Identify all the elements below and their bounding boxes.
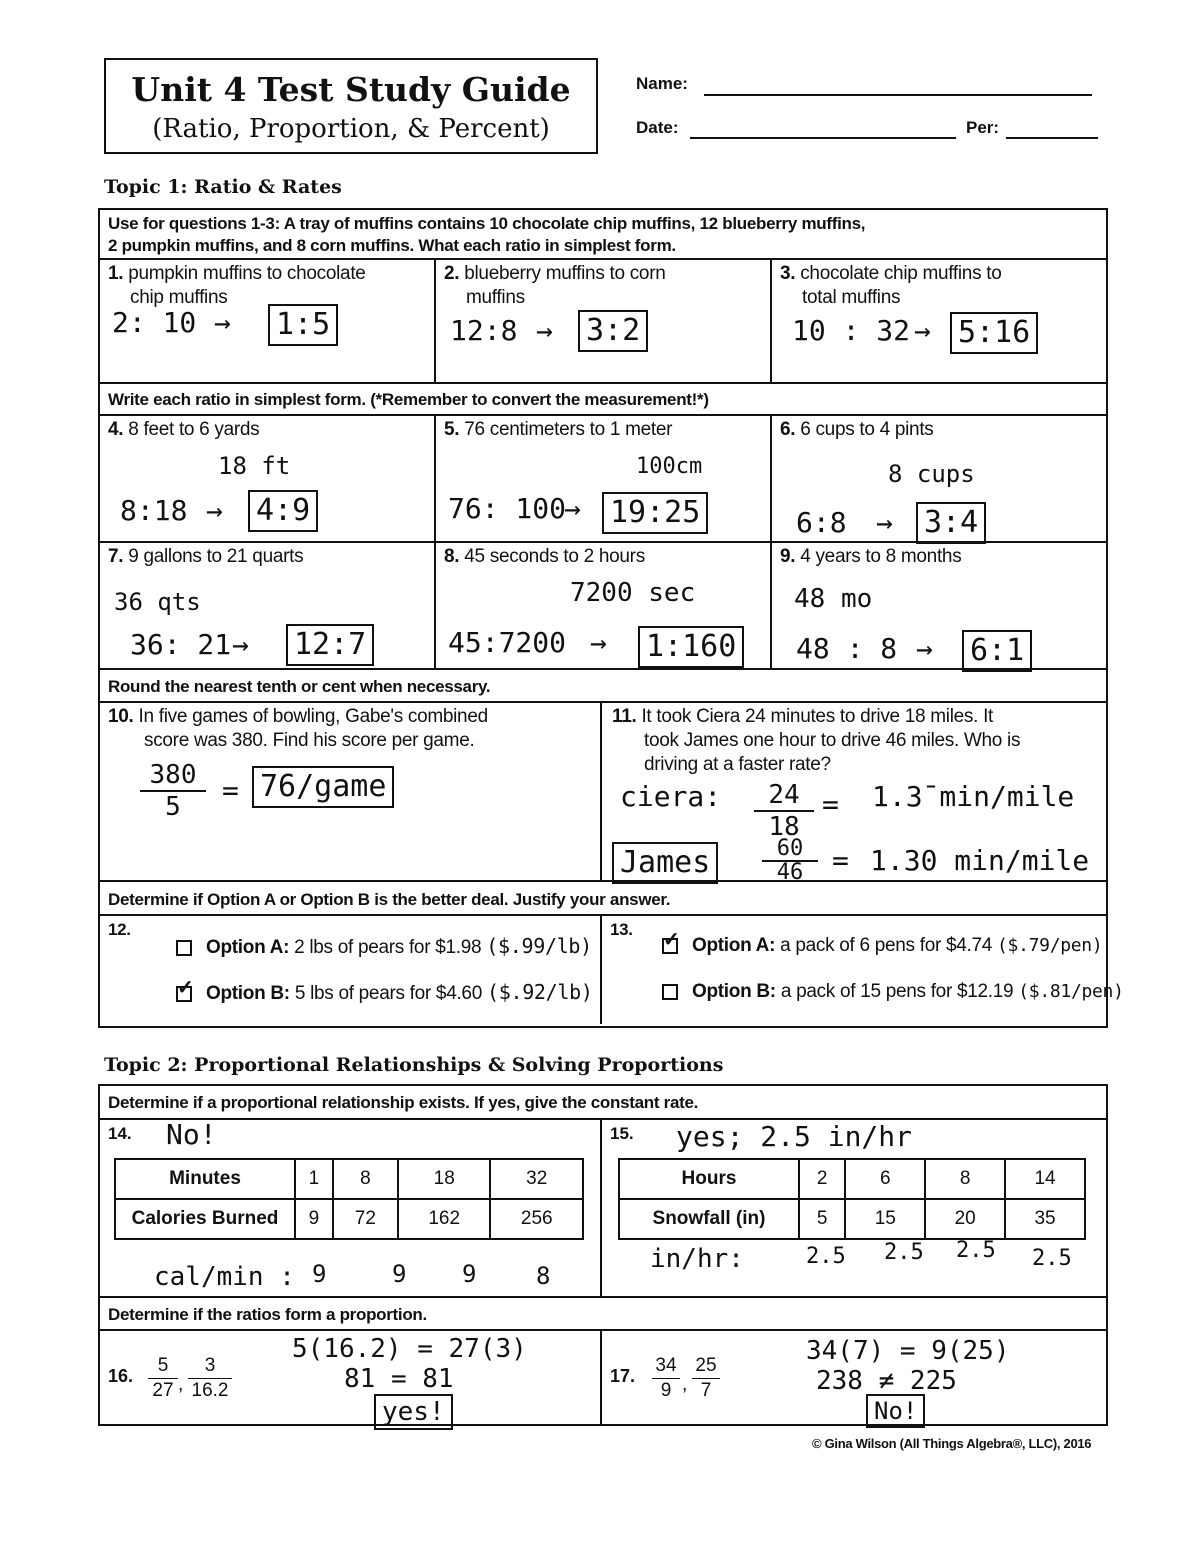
q16-number: 16. xyxy=(108,1366,134,1386)
q14-rate-label: cal/min : xyxy=(154,1262,295,1292)
q4-note: 18 ft xyxy=(218,452,291,480)
q3-text-line1: chocolate chip muffins to xyxy=(800,263,1002,284)
q6-number: 6. xyxy=(780,419,796,440)
q14-rate-1: 9 xyxy=(312,1260,327,1288)
q2-work: 12:8 xyxy=(450,314,518,347)
q17-work-2: 238 ≠ 225 xyxy=(816,1366,957,1396)
q12-option-a-note: ($.99/lb) xyxy=(486,934,592,958)
q5-note: 100cm xyxy=(636,454,703,479)
q4-arrow: → xyxy=(206,494,223,527)
q13-number: 13. xyxy=(610,920,633,939)
table-cell: Minutes xyxy=(115,1159,295,1199)
table-cell: 1 xyxy=(295,1159,333,1199)
q9-text xyxy=(780,545,961,569)
q17-f1-denominator: 9 xyxy=(660,1380,672,1401)
q13-option-b-checkbox[interactable] xyxy=(662,984,678,1000)
table-row xyxy=(619,1159,1085,1199)
q8-number: 8. xyxy=(444,546,460,567)
q5-arrow: → xyxy=(564,492,581,525)
table-cell: 15 xyxy=(845,1199,925,1239)
per-label: Per: xyxy=(966,118,1000,137)
q10-text-line2: score was 380. Find his score per game. xyxy=(144,730,475,751)
q3-number: 3. xyxy=(780,263,796,284)
q5-work: 76: 100 xyxy=(448,492,567,525)
copyright: © Gina Wilson (All Things Algebra®, LLC), 2016 xyxy=(812,1436,1092,1451)
topic1-heading: Topic 1: Ratio & Rates xyxy=(104,176,342,198)
q1-answer: 1:5 xyxy=(268,304,338,346)
q5-text xyxy=(444,418,672,442)
q8-work: 45:7200 xyxy=(448,626,567,659)
q2-answer: 3:2 xyxy=(578,310,648,352)
q1-number: 1. xyxy=(108,263,124,284)
q2-number: 2. xyxy=(444,263,460,284)
q14-answer: No! xyxy=(166,1118,217,1151)
q11-james-denominator: 46 xyxy=(776,860,804,885)
q2-text-line2: muffins xyxy=(466,287,525,308)
q11-james-fraction xyxy=(762,838,818,884)
table-cell: 162 xyxy=(398,1199,491,1239)
q17-answer: No! xyxy=(866,1394,925,1428)
q11-ciera-equals: = xyxy=(822,788,839,821)
q1-work: 2: 10 xyxy=(112,306,197,339)
q10-number: 10. xyxy=(108,706,134,727)
table-row xyxy=(619,1199,1085,1239)
q12-option-a-label: Option A: xyxy=(206,937,290,958)
table-cell: 32 xyxy=(490,1159,583,1199)
q11-text-line1: It took Ciera 24 minutes to drive 18 miles. It xyxy=(641,706,994,727)
table-cell: 18 xyxy=(398,1159,491,1199)
q3-answer: 5:16 xyxy=(950,312,1038,354)
table-row xyxy=(115,1199,583,1239)
q5-answer: 19:25 xyxy=(602,492,708,534)
topic1-section2: Write each ratio in simplest form. (*Remember to convert the measurement!*) xyxy=(108,390,709,409)
q17-f1-numerator: 34 xyxy=(652,1354,680,1379)
q10-text-line1: In five games of bowling, Gabe's combined xyxy=(138,706,488,727)
q11-ciera-denominator: 18 xyxy=(768,812,800,842)
title-box xyxy=(104,58,598,154)
q15-rate-2: 2.5 xyxy=(884,1240,924,1265)
q5-number: 5. xyxy=(444,419,460,440)
q14-rate-2: 9 xyxy=(392,1260,407,1288)
q16-f1-numerator: 5 xyxy=(148,1354,178,1379)
q12-option-b-checkbox[interactable] xyxy=(176,976,194,1002)
q13-option-a-note: ($.79/pen) xyxy=(997,935,1103,956)
table-row xyxy=(115,1159,583,1199)
topic2-section1: Determine if a proportional relationship exists. If yes, give the constant rate. xyxy=(108,1093,699,1112)
q15-number: 15. xyxy=(610,1124,634,1143)
q3-text xyxy=(780,262,1100,310)
q12-number: 12. xyxy=(108,920,131,939)
q13-option-a-checkbox[interactable] xyxy=(662,928,680,954)
q3-arrow: → xyxy=(914,314,931,347)
page-title: Unit 4 Test Study Guide xyxy=(131,70,571,109)
q10-fraction xyxy=(140,760,206,822)
q11-answer: James xyxy=(612,842,718,884)
q15-rate-1: 2.5 xyxy=(806,1244,846,1269)
q13-option-b-text: a pack of 15 pens for $12.19 xyxy=(780,981,1014,1002)
q4-text-body: 8 feet to 6 yards xyxy=(128,419,260,440)
q3-text-line2: total muffins xyxy=(802,287,901,308)
q9-answer: 6:1 xyxy=(962,630,1032,672)
q12-option-b-label: Option B: xyxy=(206,983,290,1004)
q10-numerator: 380 xyxy=(140,760,206,792)
q14-table xyxy=(114,1158,584,1240)
q10-equals: = xyxy=(222,774,239,807)
q7-arrow: → xyxy=(232,628,249,661)
table-cell: 72 xyxy=(333,1199,398,1239)
q15-rate-4: 2.5 xyxy=(1032,1246,1072,1271)
q11-james-result: 1.30 min/mile xyxy=(870,844,1090,877)
q17-f2-denominator: 7 xyxy=(700,1380,712,1401)
q9-work: 48 : 8 xyxy=(796,632,898,665)
q1-text xyxy=(108,262,428,310)
q2-text xyxy=(444,262,764,310)
q16-work-1: 5(16.2) = 27(3) xyxy=(292,1334,527,1364)
q7-answer: 12:7 xyxy=(286,624,374,666)
q16-f2-numerator: 3 xyxy=(188,1354,232,1379)
q12-option-a-checkbox[interactable] xyxy=(176,940,192,956)
q15-answer: yes; 2.5 in/hr xyxy=(676,1120,913,1153)
table-cell: Snowfall (in) xyxy=(619,1199,799,1239)
q6-note: 8 cups xyxy=(888,460,975,488)
q3-work: 10 : 32 xyxy=(792,314,911,347)
table-cell: 20 xyxy=(925,1199,1005,1239)
q7-number: 7. xyxy=(108,546,124,567)
q10-answer: 76/game xyxy=(252,766,394,808)
name-label: Name: xyxy=(636,74,688,93)
per-field[interactable] xyxy=(1006,137,1098,139)
q12-option-b-text: 5 lbs of pears for $4.60 xyxy=(294,983,482,1004)
date-label: Date: xyxy=(636,118,679,137)
q11-ciera-numerator: 24 xyxy=(754,780,814,812)
q9-arrow: → xyxy=(916,632,933,665)
table-cell: Hours xyxy=(619,1159,799,1199)
q7-text xyxy=(108,545,303,569)
q16-work-2: 81 = 81 xyxy=(344,1364,454,1394)
q16-f2-denominator: 16.2 xyxy=(191,1380,229,1401)
q10-denominator: 5 xyxy=(165,792,181,822)
q16-comma: , xyxy=(178,1374,184,1395)
q12-option-b[interactable] xyxy=(176,976,593,1006)
q13-option-a-text: a pack of 6 pens for $4.74 xyxy=(780,935,993,956)
q7-note: 36 qts xyxy=(114,588,201,616)
q8-answer: 1:160 xyxy=(638,626,744,668)
q4-answer: 4:9 xyxy=(248,490,318,532)
topic1-section3: Round the nearest tenth or cent when necessary. xyxy=(108,677,491,696)
q16-fraction-1 xyxy=(148,1354,178,1403)
q1-arrow: → xyxy=(214,306,231,339)
q4-text xyxy=(108,418,259,442)
table-cell: 256 xyxy=(490,1199,583,1239)
q16-f1-denominator: 27 xyxy=(152,1380,174,1401)
table-cell: 9 xyxy=(295,1199,333,1239)
q11-james-equals: = xyxy=(832,844,849,877)
q17-fraction-1 xyxy=(652,1354,680,1403)
q9-text-body: 4 years to 8 months xyxy=(800,546,962,567)
q6-work: 6:8 xyxy=(796,506,847,539)
q6-text xyxy=(780,418,934,442)
topic1-section4: Determine if Option A or Option B is the better deal. Justify your answer. xyxy=(108,890,671,909)
q1-text-line2: chip muffins xyxy=(130,287,228,308)
table-cell: 2 xyxy=(799,1159,845,1199)
q17-work-1: 34(7) = 9(25) xyxy=(806,1336,1010,1366)
q11-ciera-label: ciera: xyxy=(620,780,722,813)
q13-option-b[interactable] xyxy=(662,980,1124,1004)
q11-text-line2: took James one hour to drive 46 miles. Who is xyxy=(644,730,1021,751)
q1-text-line1: pumpkin muffins to chocolate xyxy=(128,263,366,284)
q11-james-numerator: 60 xyxy=(762,838,818,862)
q2-arrow: → xyxy=(536,314,553,347)
q11-text xyxy=(612,705,1100,777)
checkmark-icon: ✓ xyxy=(177,976,194,999)
table-cell: 8 xyxy=(333,1159,398,1199)
q4-number: 4. xyxy=(108,419,124,440)
topic1-intro-1: Use for questions 1-3: A tray of muffins contains 10 chocolate chip muffins, 12 blueberry muffins, xyxy=(108,214,866,233)
table-cell: Calories Burned xyxy=(115,1199,295,1239)
q11-number: 11. xyxy=(612,706,637,727)
q6-text-body: 6 cups to 4 pints xyxy=(800,419,934,440)
topic2-heading: Topic 2: Proportional Relationships & Solving Proportions xyxy=(104,1054,724,1076)
topic2-section2: Determine if the ratios form a proportion. xyxy=(108,1305,427,1324)
q13-option-b-note: ($.81/pen) xyxy=(1018,981,1124,1002)
table-cell: 5 xyxy=(799,1199,845,1239)
table-cell: 14 xyxy=(1005,1159,1085,1199)
checkmark-icon: ✓ xyxy=(663,928,680,951)
q4-work: 8:18 xyxy=(120,494,188,527)
table-cell: 8 xyxy=(925,1159,1005,1199)
q7-work: 36: 21 xyxy=(130,628,232,661)
q15-table xyxy=(618,1158,1086,1240)
q15-rate-3: 2.5 xyxy=(956,1238,996,1263)
q12-option-a-text: 2 lbs of pears for $1.98 xyxy=(294,937,482,958)
q17-f2-numerator: 25 xyxy=(692,1354,720,1379)
q10-text xyxy=(108,705,596,753)
q9-note: 48 mo xyxy=(794,584,873,614)
q14-number: 14. xyxy=(108,1124,132,1143)
q16-fraction-2 xyxy=(188,1354,232,1403)
q12-option-b-note: ($.92/lb) xyxy=(486,980,593,1004)
q8-note: 7200 sec xyxy=(570,578,696,608)
q11-ciera-result: 1.3̄ min/mile xyxy=(872,780,1075,813)
q14-rate-4: 8 xyxy=(536,1262,551,1290)
q15-rate-label: in/hr: xyxy=(650,1244,744,1274)
q13-option-b-label: Option B: xyxy=(692,981,776,1002)
q13-option-a[interactable] xyxy=(662,928,1103,958)
name-field[interactable] xyxy=(704,94,1092,96)
q17-fraction-2 xyxy=(692,1354,720,1403)
table-cell: 6 xyxy=(845,1159,925,1199)
q17-number: 17. xyxy=(610,1366,636,1386)
q11-ciera-fraction xyxy=(754,780,814,842)
q8-text-body: 45 seconds to 2 hours xyxy=(464,546,645,567)
q14-rate-3: 9 xyxy=(462,1260,477,1288)
q13-option-a-label: Option A: xyxy=(692,935,776,956)
q7-text-body: 9 gallons to 21 quarts xyxy=(128,546,304,567)
q2-text-line1: blueberry muffins to corn xyxy=(464,263,666,284)
page-subtitle: (Ratio, Proportion, & Percent) xyxy=(152,114,550,144)
date-field[interactable] xyxy=(690,137,956,139)
q17-comma: , xyxy=(682,1374,688,1395)
table-cell: 35 xyxy=(1005,1199,1085,1239)
q6-arrow: → xyxy=(876,506,893,539)
q6-answer: 3:4 xyxy=(916,502,986,544)
q8-text xyxy=(444,545,645,569)
q16-answer: yes! xyxy=(374,1394,453,1430)
q11-text-line3: driving at a faster rate? xyxy=(644,754,831,775)
q8-arrow: → xyxy=(590,626,607,659)
q9-number: 9. xyxy=(780,546,796,567)
q5-text-body: 76 centimeters to 1 meter xyxy=(464,419,673,440)
topic1-intro-2: 2 pumpkin muffins, and 8 corn muffins. What each ratio in simplest form. xyxy=(108,236,676,255)
q12-option-a[interactable] xyxy=(176,934,592,960)
